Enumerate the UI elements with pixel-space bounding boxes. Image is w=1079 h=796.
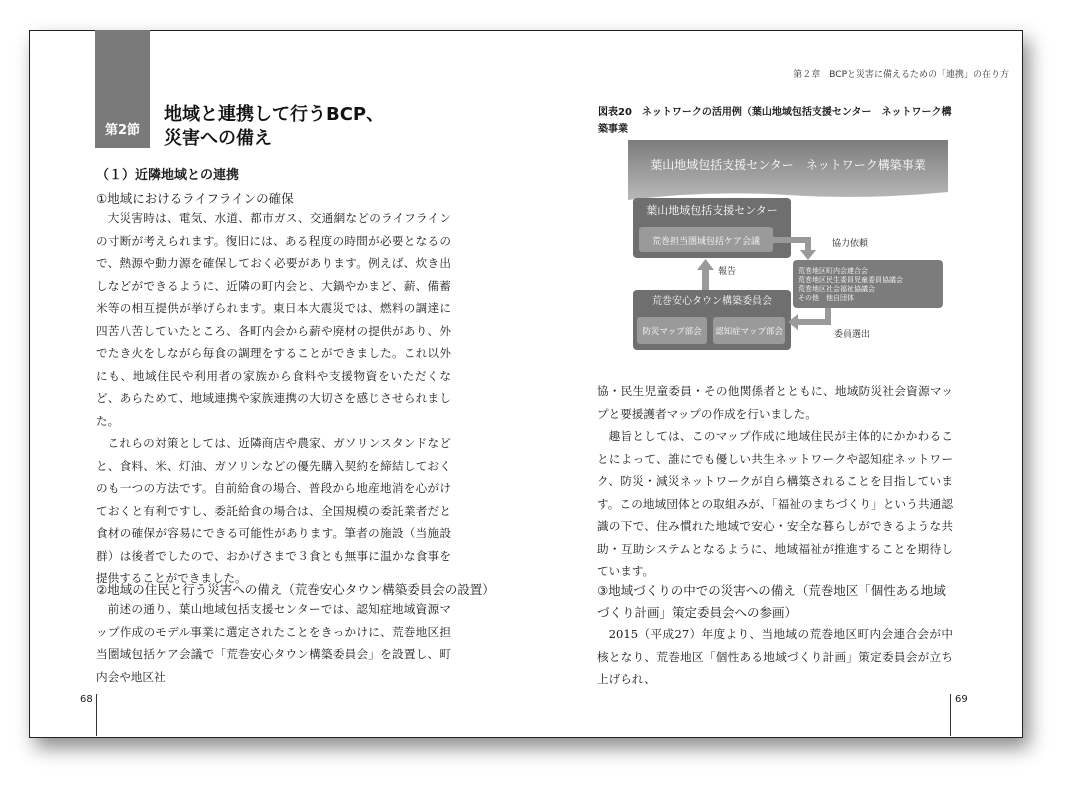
paragraph: 前述の通り、葉山地域包括支援センターでは、認知症地域資源マップ作成のモデル事業に選定されたことをきっかけに、荒巻地区担当圏域包括ケア会議で「荒巻安心タウン構築委員会」を設置し、町内会や地区社 bbox=[96, 602, 451, 684]
election-arrow bbox=[796, 308, 828, 322]
org-item: 荒巻地区町内会連合会 bbox=[798, 267, 868, 275]
report-arrow bbox=[702, 268, 709, 290]
folio-rule-right bbox=[950, 694, 951, 736]
figure-caption-line: 図表20 ネットワークの活用例（葉山地域包括支援センター ネットワーク構築事業 bbox=[598, 107, 952, 135]
right-body-2 bbox=[597, 623, 953, 691]
section-title-line: 地域と連携して行うBCP、 bbox=[164, 104, 385, 125]
request-arrow-head bbox=[800, 250, 816, 260]
org-item: 荒巻地区社会福祉協議会 bbox=[798, 285, 875, 293]
subgroup-label: 認知症マップ部会 bbox=[715, 327, 783, 337]
running-head: 第２章 BCPと災害に備えるための「連携」の在り方 bbox=[793, 70, 1009, 80]
committee-title: 荒巻安心タウン構築委員会 bbox=[652, 296, 772, 307]
org-item: 荒巻地区民生委員児童委員協議会 bbox=[798, 276, 903, 284]
heading-lifeline: ①地域におけるライフラインの確保 bbox=[96, 191, 294, 206]
heading-local-residents: ②地域の住民と行う災害への備え（荒巻安心タウン構築委員会の設置） bbox=[96, 582, 495, 597]
request-label: 協力依頼 bbox=[832, 239, 869, 249]
right-body-1 bbox=[597, 380, 953, 583]
section-title bbox=[164, 103, 384, 151]
network-diagram bbox=[628, 140, 948, 355]
left-body-2 bbox=[96, 598, 451, 688]
paragraph: 趣旨としては、このマップ作成に地域住民が主体的にかかわることによって、誰にでも優しい共生ネットワークや認知症ネットワーク、防災・減災ネットワークが自ら構築されることを目指しています。この地域団体との取組みが、「福祉のまちづくり」という共通認識の下で、住み慣れた地域で安心・安全な暮らしができるような共助・互助システムとなるように、地域福祉が推進することを期待しています。 bbox=[597, 429, 953, 578]
page-number-right: 69 bbox=[955, 694, 968, 705]
org-item: その他 他自団体 bbox=[798, 294, 854, 302]
report-arrow-head bbox=[697, 259, 714, 270]
heading-neighborhood: （１）近隣地域との連携 bbox=[96, 168, 240, 183]
meeting-box-text: 荒巻担当圏域包括ケア会議 bbox=[651, 237, 761, 247]
center-box-title: 葉山地域包括支援センター bbox=[646, 204, 778, 217]
section-label: 第2節 bbox=[104, 123, 141, 138]
election-label: 委員選出 bbox=[834, 330, 871, 340]
diagram-banner-text: 葉山地域包括支援センター ネットワーク構築事業 bbox=[650, 158, 926, 172]
folio-rule-left bbox=[96, 694, 97, 736]
report-label: 報告 bbox=[718, 267, 737, 277]
left-body-1 bbox=[96, 207, 451, 590]
paragraph: これらの対策としては、近隣商店や農家、ガソリンスタンドなどと、食料、米、灯油、ガソリンなどの優先購入契約を締結しておくのも一つの方法です。自前給食の場合、普段から地産地消を心がけておくと有利ですし、委託給食の場合は、全国規模の委託業者だと食材の確保が容易にできる可能性があります。筆者の施設（当施設群）は後者でしたので、おかげさまで３食とも無事に温かな食事を提供することができました。 bbox=[96, 436, 451, 585]
paragraph: 協・民生児童委員・その他関係者とともに、地域防災社会資源マップと要援護者マップの作成を行いました。 bbox=[597, 384, 953, 421]
heading-community: ③地域づくりの中での災害への備え（荒巻地区「個性ある地域づくり計画」策定委員会への参画） bbox=[597, 583, 946, 620]
subgroup-label: 防災マップ部会 bbox=[642, 327, 702, 337]
page-number-left: 68 bbox=[80, 694, 93, 705]
paragraph: 大災害時は、電気、水道、都市ガス、交通網などのライフラインの寸断が考えられます。復旧には、ある程度の時間が必要となるので、熱源や動力源を確保しておく必要があります。例えば、炊き出しなどができるように、近隣の町内会と、大鍋やかまど、薪、備蓄米等の相互提供が挙げられます。東日本大震災では、燃料の調達に四苦八苦していたところ、各町内会から薪や廃材の提供があり、外でたき火をしながら毎食の調理をすることができました。これ以外にも、地域住民や利用者の家族から食料や支援物資をいただくなど、あらためて、地域連携や家族連携の大切さを感じさせられました。 bbox=[96, 211, 451, 428]
section-title-line: 災害への備え bbox=[164, 128, 272, 149]
paragraph: 2015（平成27）年度より、当地域の荒巻地区町内会連合会が中核となり、荒巻地区「個性ある地域づくり計画」策定委員会が立ち上げられ、 bbox=[597, 627, 953, 686]
